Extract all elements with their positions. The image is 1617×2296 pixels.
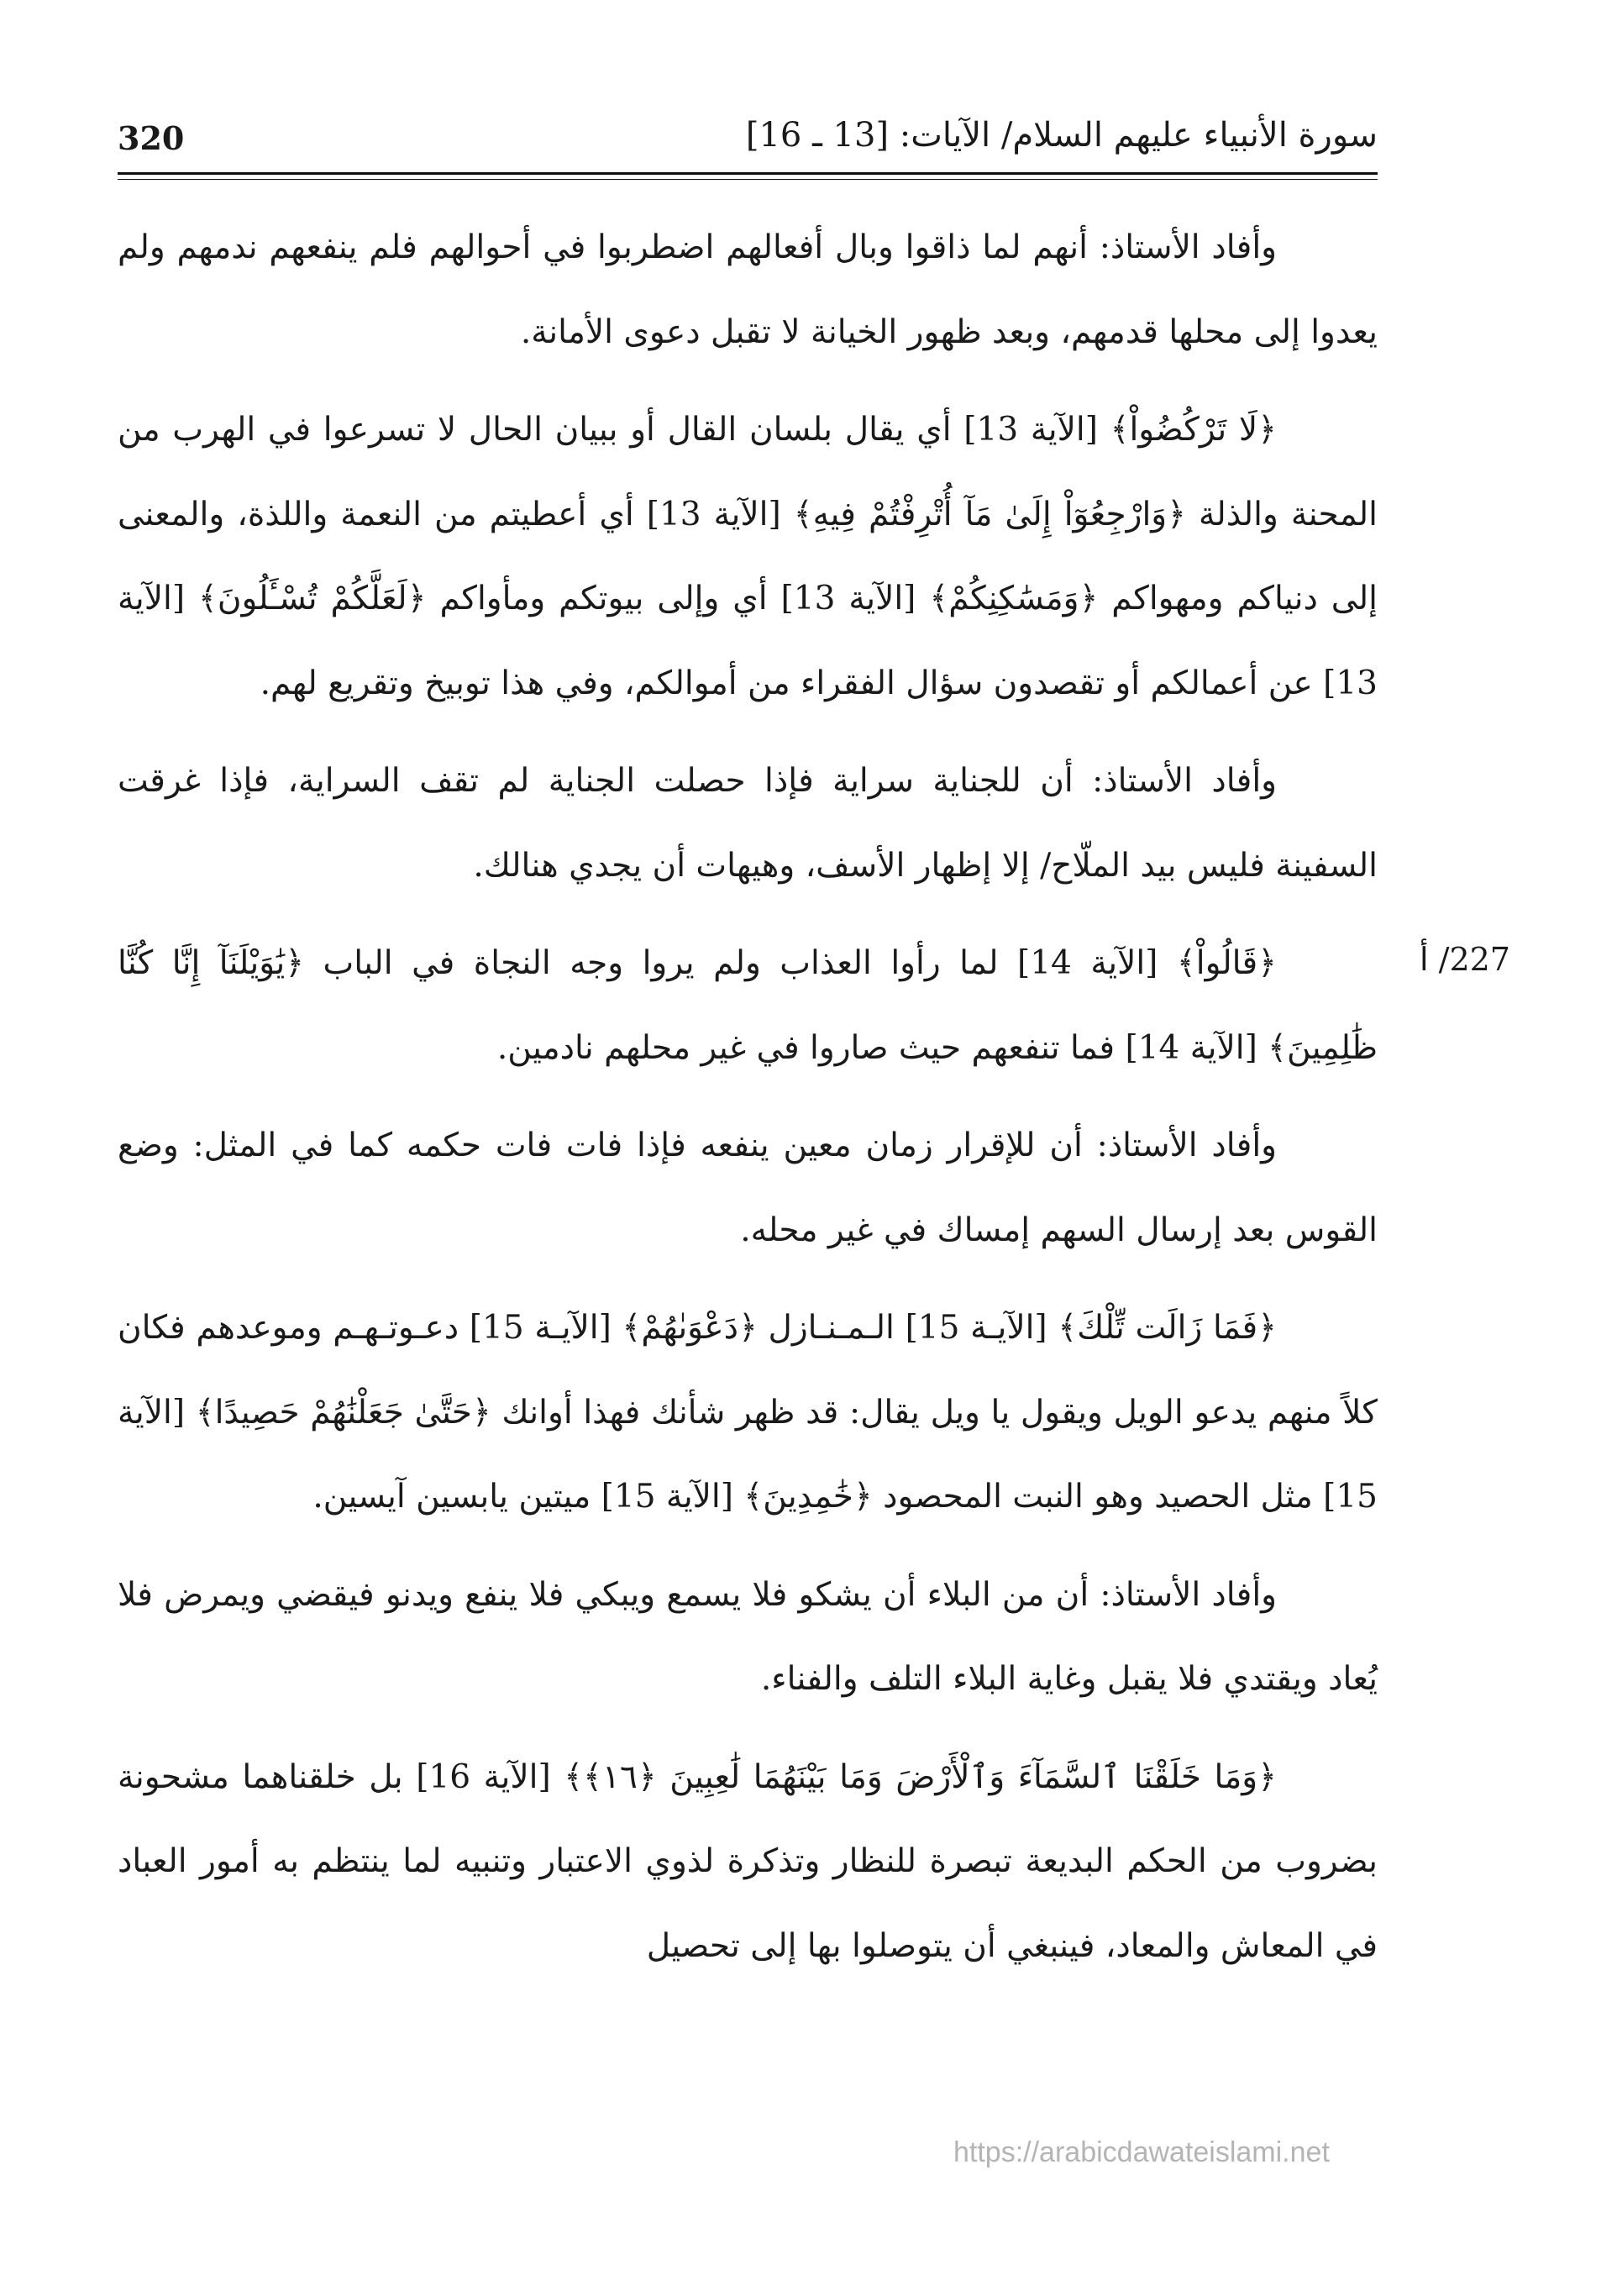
paragraph: ﴿لَا تَرْكُضُواْ﴾ [الآية 13] أي يقال بلسان القال أو ببيان الحال لا تسرعوا في الهرب من المحنة والذلة ﴿وَارْجِعُوٓاْ إِلَىٰ مَآ أُتْرِفْتُمْ فِيهِ﴾ [الآية 13] أي أعطيتم من النعمة واللذة، والمعنى إلى دنياكم ومهواكم ﴿وَمَسَٰكِنِكُمْ﴾ [الآية 13] أي وإلى بيوتكم ومأواكم ﴿لَعَلَّكُمْ تُسْـَٔلُونَ﴾ [الآية 13] عن أعمالكم أو تقصدون سؤال الفقراء من أموالكم، وفي هذا توبيخ وتقريع لهم.	[118, 411, 1378, 702]
paragraph: ﴿قَالُواْ﴾ [الآية 14] لما رأوا العذاب ولم يروا وجه النجاة في الباب ﴿يَٰوَيْلَنَآ إِنَّا كُنَّا ظَٰلِمِينَ﴾ [الآية 14] فما تنفعهم حيث صاروا في غير محلهم نادمين.	[118, 944, 1378, 1067]
manuscript-folio-note: 227/ أ	[1420, 941, 1510, 978]
paragraph: وأفاد الأستاذ: أن من البلاء أن يشكو فلا يسمع ويبكي فلا ينفع ويدنو فيقضي ويمرض فلا يُعاد ويقتدي فلا يقبل وغاية البلاء التلف والفناء.	[118, 1575, 1378, 1698]
running-title: سورة الأنبياء عليهم السلام/ الآيات: [13 ـ 16]	[745, 116, 1378, 155]
paragraph: ﴿وَمَا خَلَقْنَا ٱلسَّمَآءَ وَٱلْأَرْضَ وَمَا بَيْنَهُمَا لَٰعِبِينَ ﴿١٦﴾﴾ [الآية 16] بل خلقناهما مشحونة بضروب من الحكم البديعة تبصرة للنظار وتذكرة لذوي الاعتبار وتنبيه لما ينتظم به أمور العباد في المعاش والمعاد، فينبغي أن يتوصلوا بها إلى تحصيل	[118, 1757, 1378, 1965]
paragraph: وأفاد الأستاذ: أنهم لما ذاقوا وبال أفعالهم اضطربوا في أحوالهم فلم ينفعهم ندمهم ولم يعدوا إلى محلها قدمهم، وبعد ظهور الخيانة لا تقبل دعوى الأمانة.	[118, 229, 1378, 351]
header-rule-thick	[118, 172, 1378, 175]
paragraph: وأفاد الأستاذ: أن للجناية سراية فإذا حصلت الجناية لم تقف السراية، فإذا غرقت السفينة فليس بيد الملّاح/ إلا إظهار الأسف، وهيهات أن يجدي هنالك.	[118, 762, 1378, 885]
watermark-url: https://arabicdawateislami.net	[953, 2136, 1330, 2168]
paragraph: ﴿فَمَا زَالَت تِّلْكَ﴾ [الآيـة 15] الـمـنـازل ﴿دَعْوَىٰهُمْ﴾ [الآيـة 15] دعـوتـهـم وموعدهم فكان كلاً منهم يدعو الويل ويقول يا ويل يقال: قد ظهر شأنك فهذا أوانك ﴿حَتَّىٰ جَعَلْنَٰهُمْ حَصِيدًا﴾ [الآية 15] مثل الحصيد وهو النبت المحصود ﴿خَٰمِدِينَ﴾ [الآية 15] ميتين يابسين آيسين.	[118, 1309, 1378, 1516]
body-text	[118, 206, 1378, 2002]
page-number: 320	[118, 119, 185, 157]
paragraph: وأفاد الأستاذ: أن للإقرار زمان معين ينفعه فإذا فات فات حكمه كما في المثل: وضع القوس بعد إرسال السهم إمساك في غير محله.	[118, 1127, 1378, 1249]
header-rule-thin	[118, 179, 1378, 180]
page-header	[118, 109, 1378, 168]
